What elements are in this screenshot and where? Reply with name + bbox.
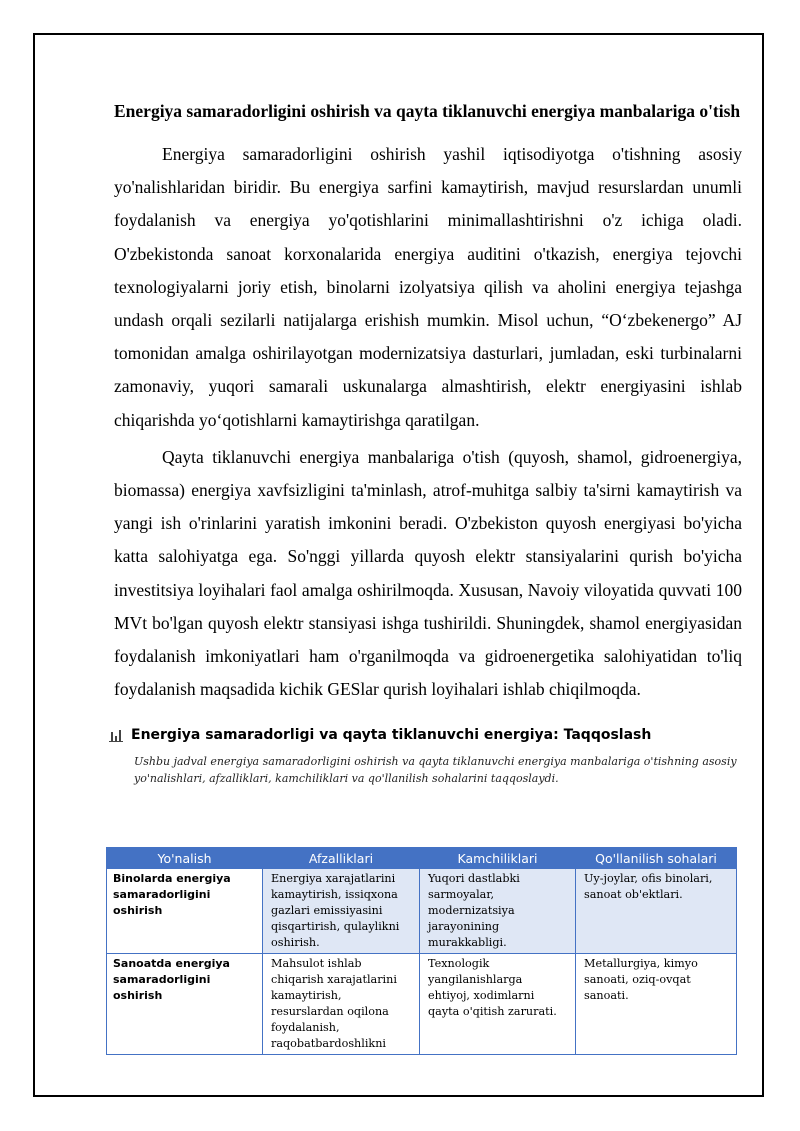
bar-chart-icon <box>109 728 123 742</box>
table-cell: Metallurgiya, kimyo sanoati, oziq-ovqat sanoati. <box>576 954 737 1055</box>
table-row <box>107 869 737 954</box>
table-cell: Binolarda energiya samaradorligini oshirish <box>107 869 263 954</box>
table-header-row <box>107 848 737 869</box>
comparison-table <box>106 847 737 1055</box>
table-cell: Yuqori dastlabki sarmoyalar, modernizatsiya jarayonining murakkabligi. <box>420 869 576 954</box>
table-cell: Energiya xarajatlarini kamaytirish, issiqxona gazlari emissiyasini qisqartirish, qulaylikni oshirish. <box>263 869 420 954</box>
table-heading-text: Energiya samaradorligi va qayta tiklanuvchi energiya: Taqqoslash <box>131 727 652 744</box>
column-header: Afzalliklari <box>263 848 420 869</box>
document-title: Energiya samaradorligini oshirish va qayta tiklanuvchi energiya manbalariga o'tish <box>114 101 741 121</box>
paragraph-2: Qayta tiklanuvchi energiya manbalariga o'tish (quyosh, shamol, gidroenergiya, biomassa) energiya xavfsizligini ta'minlash, atrof-muhitga salbiy ta'sirni kamaytirish va yangi ish o'rinlarini yaratish imkonini beradi. O'zbekiston quyosh energiyasi bo'yicha katta salohiyatga ega. So'nggi yillarda quyosh elektr stansiyalarini qurish bo'yicha investitsiya loyihalari faol amalga oshirilmoqda. Xususan, Navoiy viloyatida quvvati 100 MVt bo'lgan quyosh elektr stansiyasi ishga tushirildi. Shuningdek, shamol energiyasidan foydalanish imkoniyatlari ham o'rganilmoqda va gidroenergetika salohiyatidan to'liq foydalanish maqsadida kichik GESlar qurish loyihalari ishlab chiqilmoqda. <box>114 446 742 700</box>
column-header: Qo'llanilish sohalari <box>576 848 737 869</box>
table-heading <box>114 726 742 744</box>
table-row <box>107 954 737 1055</box>
paragraph-1: Energiya samaradorligini oshirish yashil iqtisodiyotga o'tishning asosiy yo'nalishlaridan biridir. Bu energiya sarfini kamaytirish, mavjud resurslardan unumli foydalanish va energiya yo'qotishlarini minimallashtirishni o'z ichiga oladi. O'zbekistonda sanoat korxonalarida energiya auditini o'tkazish, energiya tejovchi texnologiyalarni joriy etish, binolarni izolyatsiya qilish va aholini energiya tejashga undash orqali sezilarli natijalarga erishish mumkin. Misol uchun, “O‘zbekenergo” AJ tomonidan amalga oshirilayotgan modernizatsiya dasturlari, jumladan, eski turbinalarni zamonaviy, yuqori samarali uskunalarga almashtirish, elektr energiyasini ishlab chiqarishda yo‘qotishlarni kamaytirishga qaratilgan. <box>114 144 742 430</box>
table-cell: Uy-joylar, ofis binolari, sanoat ob'ektlari. <box>576 869 737 954</box>
table-cell: Mahsulot ishlab chiqarish xarajatlarini kamaytirish, resurslardan oqilona foydalanish, raqobatbardoshlikni <box>263 954 420 1055</box>
table-cell: Texnologik yangilanishlarga ehtiyoj, xodimlarni qayta o'qitish zarurati. <box>420 954 576 1055</box>
table-caption: Ushbu jadval energiya samaradorligini oshirish va qayta tiklanuvchi energiya manbalariga o'tishning asosiy yo'nalishlari, afzalliklari, kamchiliklari va qo'llanilish sohalarini taqqoslaydi. <box>134 755 737 786</box>
column-header: Yo'nalish <box>107 848 263 869</box>
table-cell: Sanoatda energiya samaradorligini oshirish <box>107 954 263 1055</box>
column-header: Kamchiliklari <box>420 848 576 869</box>
document-body <box>114 98 742 794</box>
